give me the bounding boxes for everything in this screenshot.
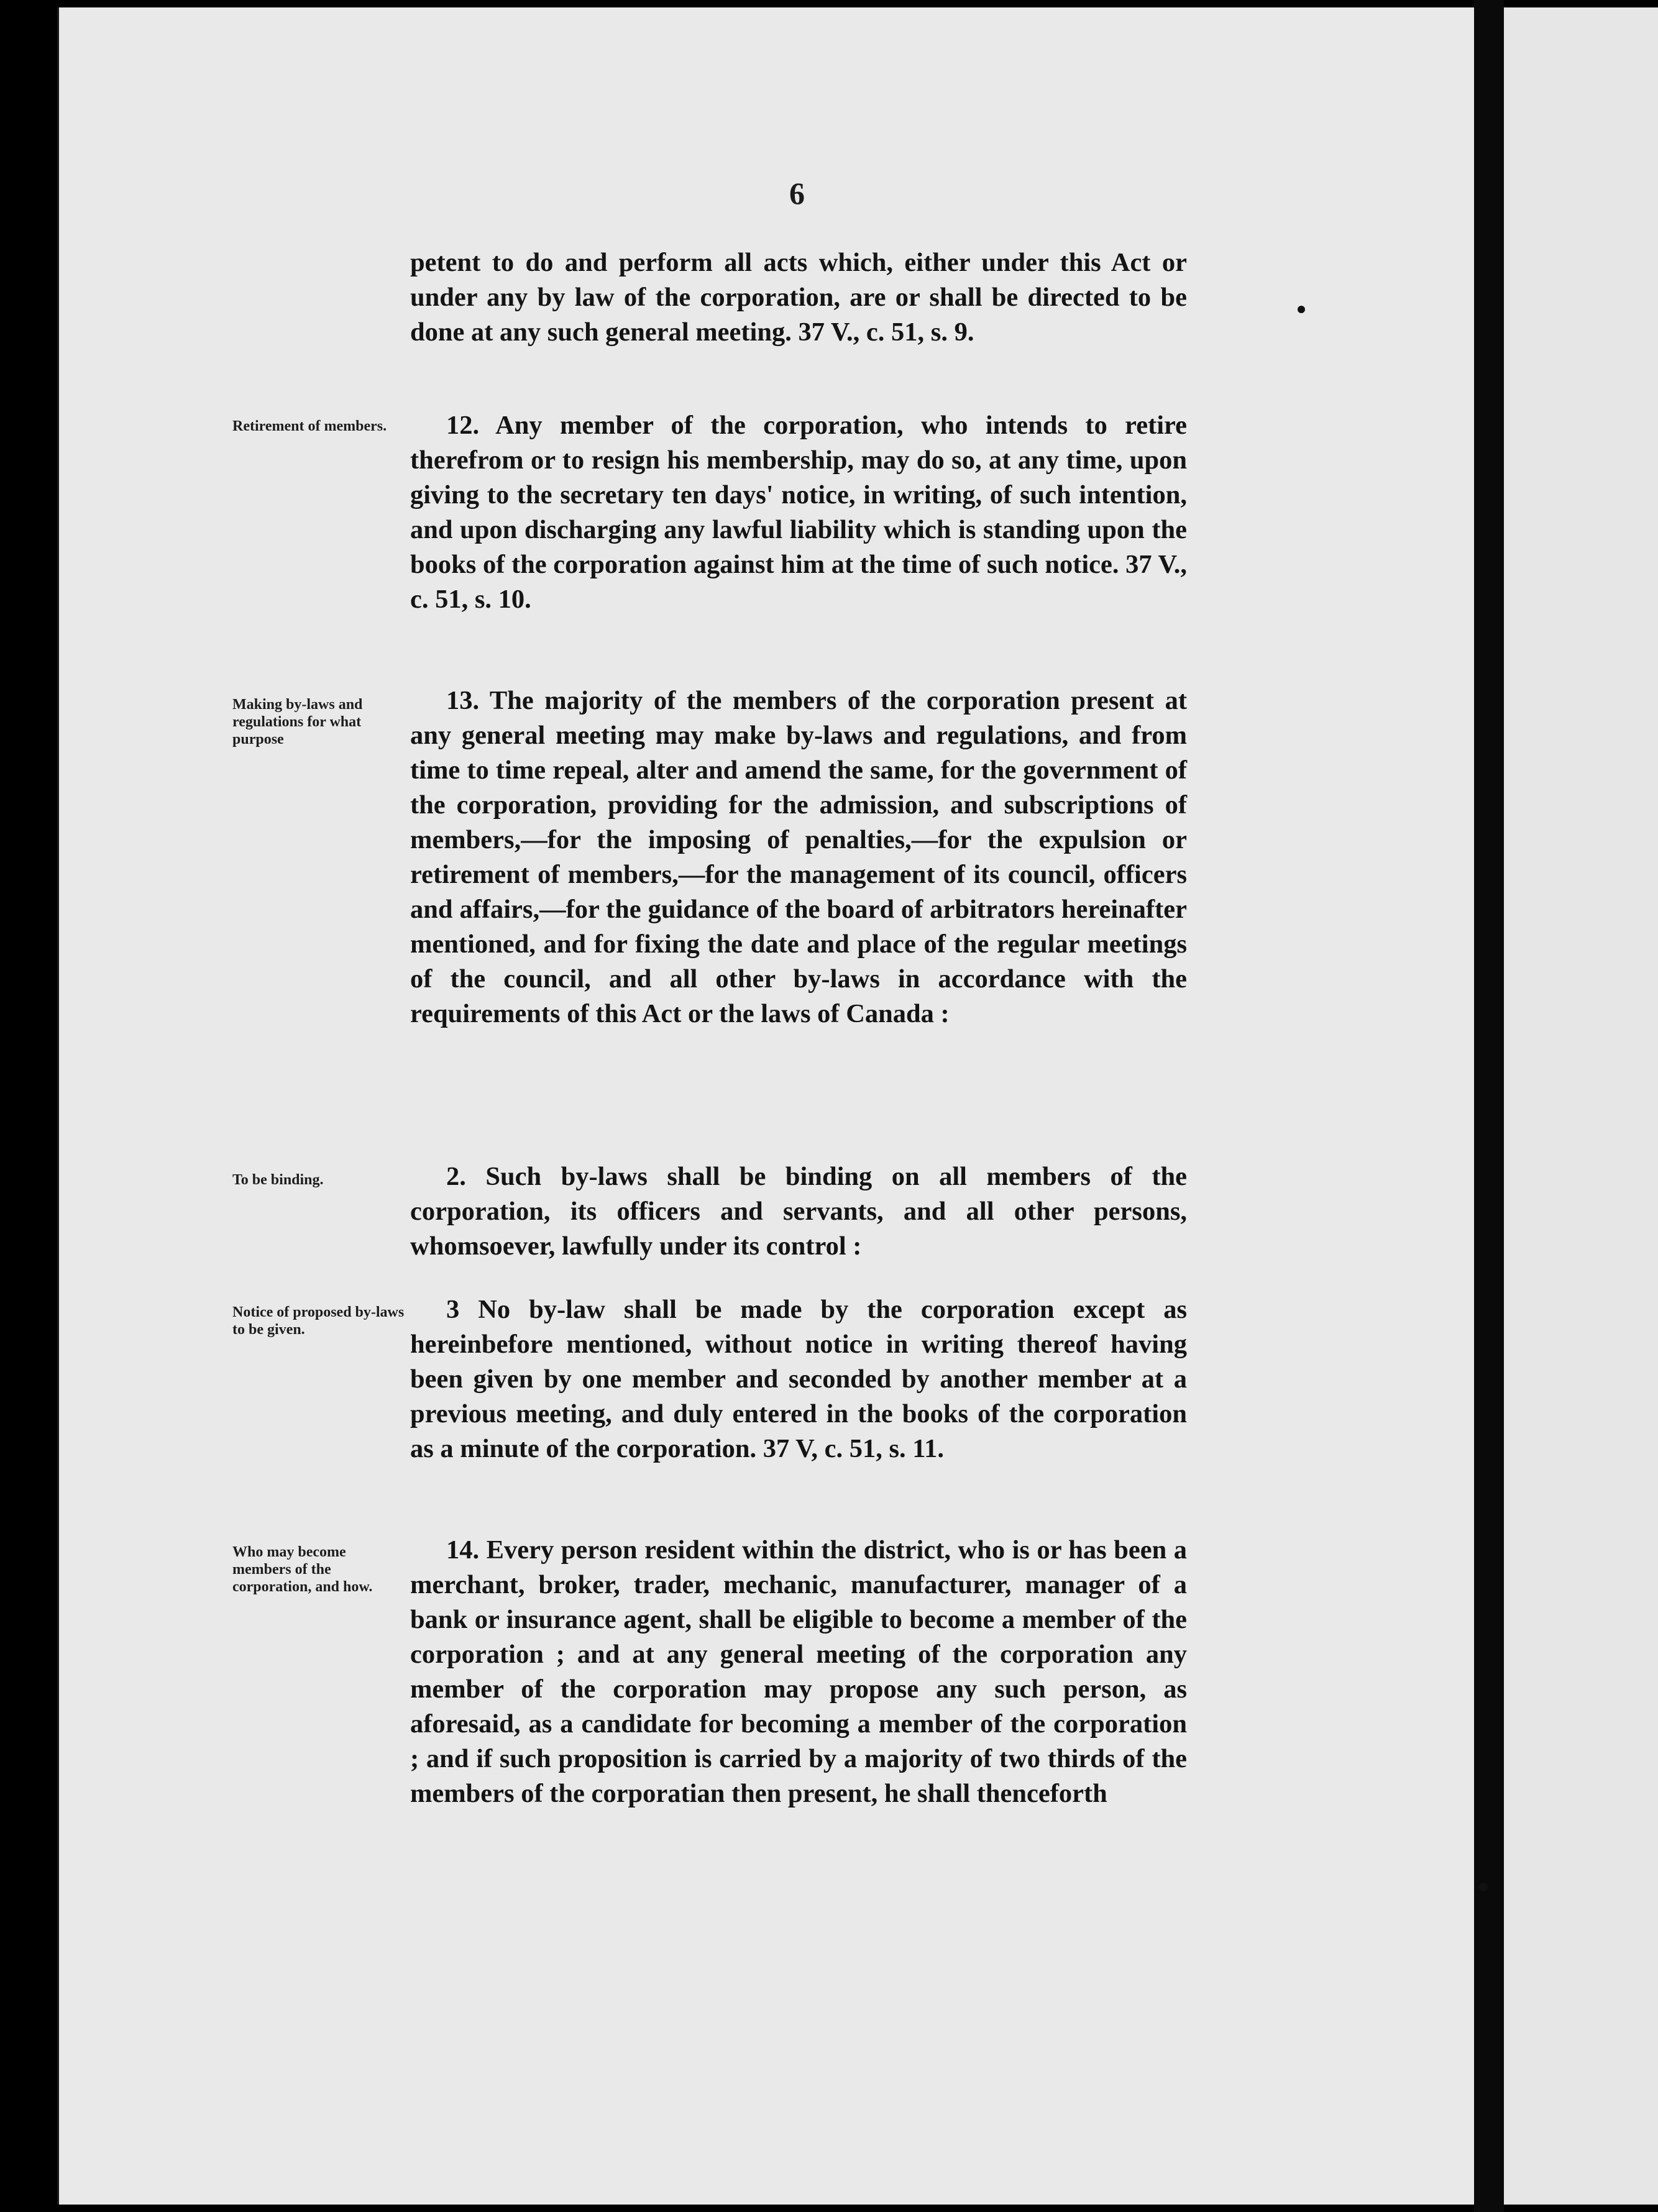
paragraph-section-13-2: 2. Such by-laws shall be binding on all members of the corporation, its officers and servants, and all other persons, whomsoever, lawfully under its control : [410,1162,1187,1261]
margin-note-notice: Notice of proposed by-laws to be given. [232,1304,405,1338]
paragraph-section-13-3: 3 No by-law shall be made by the corporation except as hereinbefore mentioned, without notice in writing thereof having been given by one member and seconded by another member at a previous meeting, and duly entered in the books of the corporation as a minute of the corporation. 37 V, c. 51, s. 11. [410,1295,1187,1463]
paragraph-continuation: petent to do and perform all acts which, either under this Act or under any by law of the corporation, are or shall be directed to be done at any such general meeting. 37 V., c. 51, s. 9. [410,248,1187,347]
facing-page-edge [1504,7,1658,2205]
margin-note-binding: To be binding. [232,1172,324,1188]
margin-note-bylaws: Making by-laws and regulations for what purpose [232,697,363,747]
ink-speck [1479,1883,1488,1891]
margin-note-membership: Who may become members of the corporation, and how. [232,1544,373,1595]
paragraph-section-14: 14. Every person resident within the district, who is or has been a merchant, broker, trader, mechanic, manufacturer, manager of a bank or insurance agent, shall be eligible to become a member of the corporation ; and at any general meeting of the corporation any member of the corporation may propose any such person, as aforesaid, as a candidate for becoming a member of the corporation ; and if such proposition is carried by a majority of two thirds of the members of the corporatian then present, he shall thenceforth [410,1535,1187,1808]
margin-note-retirement: Retirement of members. [232,418,387,434]
paragraph-section-13: 13. The majority of the members of the corporation present at any general meeting may make by-laws and regulations, and from time to time repeal, alter and amend the same, for the government of the corporation, providing for the admission, and subscriptions of members,—for the imposing of penalties,—for the expulsion or retirement of members,—for the management of its council, officers and affairs,—for the guidance of the board of arbitrators hereinafter mentioned, and for fixing the date and place of the regular meetings of the council, and all other by-laws in accordance with the requirements of this Act or the laws of Canada : [410,686,1187,1028]
ink-speck [1298,306,1305,313]
page-number: 6 [789,176,805,211]
paragraph-section-12: 12. Any member of the corporation, who intends to retire therefrom or to resign his membership, may do so, at any time, upon giving to the secretary ten days' notice, in writing, of such intention, and upon discharging any lawful liability which is standing upon the books of the corporation against him at the time of such notice. 37 V., c. 51, s. 10. [410,411,1187,614]
page-gutter [1474,0,1504,2212]
